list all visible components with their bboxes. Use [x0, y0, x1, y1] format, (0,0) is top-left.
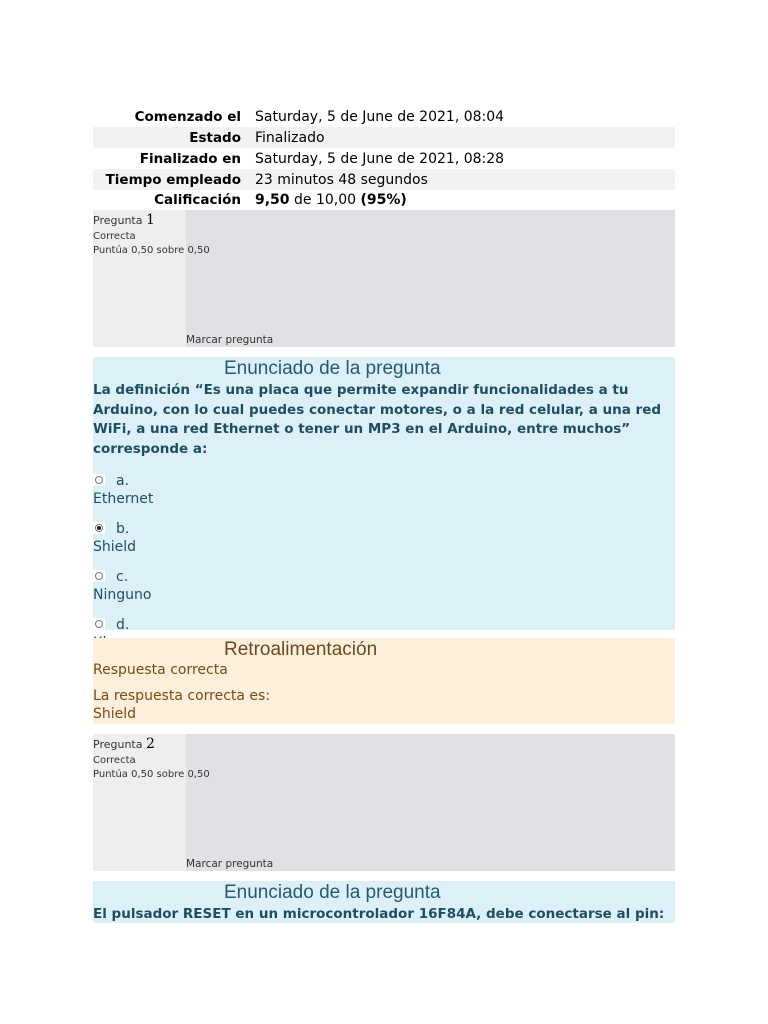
answer-option-a[interactable] [93, 470, 675, 510]
flag-question-link[interactable]: Marcar pregunta [186, 858, 274, 870]
summary-value: Finalizado [248, 127, 675, 148]
answer-text: Ninguno [93, 587, 152, 603]
answer-text: Shield [93, 539, 137, 555]
question-text: El pulsador RESET en un microcontrolador 16F84A, debe conectarse al pin: [93, 906, 665, 922]
feedback-heading: Retroalimentación [224, 639, 378, 660]
summary-value: Saturday, 5 de June de 2021, 08:04 [255, 108, 505, 125]
summary-label: Estado [93, 127, 248, 148]
summary-row-state [93, 127, 675, 148]
answer-text: Ethernet [93, 491, 154, 507]
grade-max: de 10,00 [294, 192, 357, 208]
question-heading: Enunciado de la pregunta [224, 358, 441, 379]
question-info-1 [93, 210, 675, 347]
question-number [93, 736, 155, 752]
summary-row-grade [93, 190, 675, 211]
question-prefix: Pregunta [93, 214, 143, 227]
summary-label: Finalizado en [139, 150, 241, 167]
question-state: Correcta [93, 755, 136, 766]
correct-answer-label: La respuesta correcta es: [93, 688, 271, 704]
summary-label: Comenzado el [134, 108, 241, 125]
question-feedback-1 [93, 638, 675, 724]
question-number [93, 212, 155, 228]
question-formulation-1 [93, 357, 675, 633]
question-heading: Enunciado de la pregunta [224, 882, 441, 903]
grade-score: 9,50 [255, 192, 290, 208]
radio-button-selected[interactable] [93, 522, 105, 534]
radio-button[interactable] [93, 474, 105, 486]
question-text: La definición “Es una placa que permite expandir funcionalidades a tu Arduino, con lo cual puedes conectar motores, o a la red celular, a una red WiFi, a una red Ethernet o tener un MP3 en el Arduino, entre muchos” corresponde a: [93, 382, 662, 457]
question-formulation-2 [93, 881, 675, 923]
summary-label: Tiempo empleado [93, 169, 248, 190]
radio-button[interactable] [93, 618, 105, 630]
summary-value: Saturday, 5 de June de 2021, 08:28 [255, 150, 505, 167]
answer-letter: c. [116, 569, 129, 585]
summary-row-time-taken [93, 169, 675, 190]
question-info-2 [93, 734, 675, 871]
summary-label: Calificación [93, 190, 248, 211]
feedback-result: Respuesta correcta [93, 662, 228, 678]
summary-value: 23 minutos 48 segundos [248, 169, 675, 190]
question-prefix: Pregunta [93, 738, 143, 751]
question-number-value: 2 [145, 736, 155, 752]
flag-question-link[interactable]: Marcar pregunta [186, 334, 274, 346]
correct-answer-value: Shield [93, 706, 137, 722]
grade-percent: (95%) [360, 192, 407, 208]
answer-letter: d. [116, 617, 130, 633]
answer-option-b[interactable] [93, 518, 675, 558]
question-state: Correcta [93, 231, 136, 242]
summary-grade-value [248, 190, 675, 211]
question-number-value: 1 [145, 212, 155, 228]
answer-letter: a. [116, 473, 130, 489]
answer-option-c[interactable] [93, 566, 675, 606]
answer-letter: b. [116, 521, 130, 537]
question-grade: Puntúa 0,50 sobre 0,50 [93, 769, 210, 780]
summary-row-finished [93, 148, 675, 169]
summary-row-started [93, 106, 675, 127]
radio-button[interactable] [93, 570, 105, 582]
attempt-summary-table [93, 106, 675, 212]
question-grade: Puntúa 0,50 sobre 0,50 [93, 245, 210, 256]
